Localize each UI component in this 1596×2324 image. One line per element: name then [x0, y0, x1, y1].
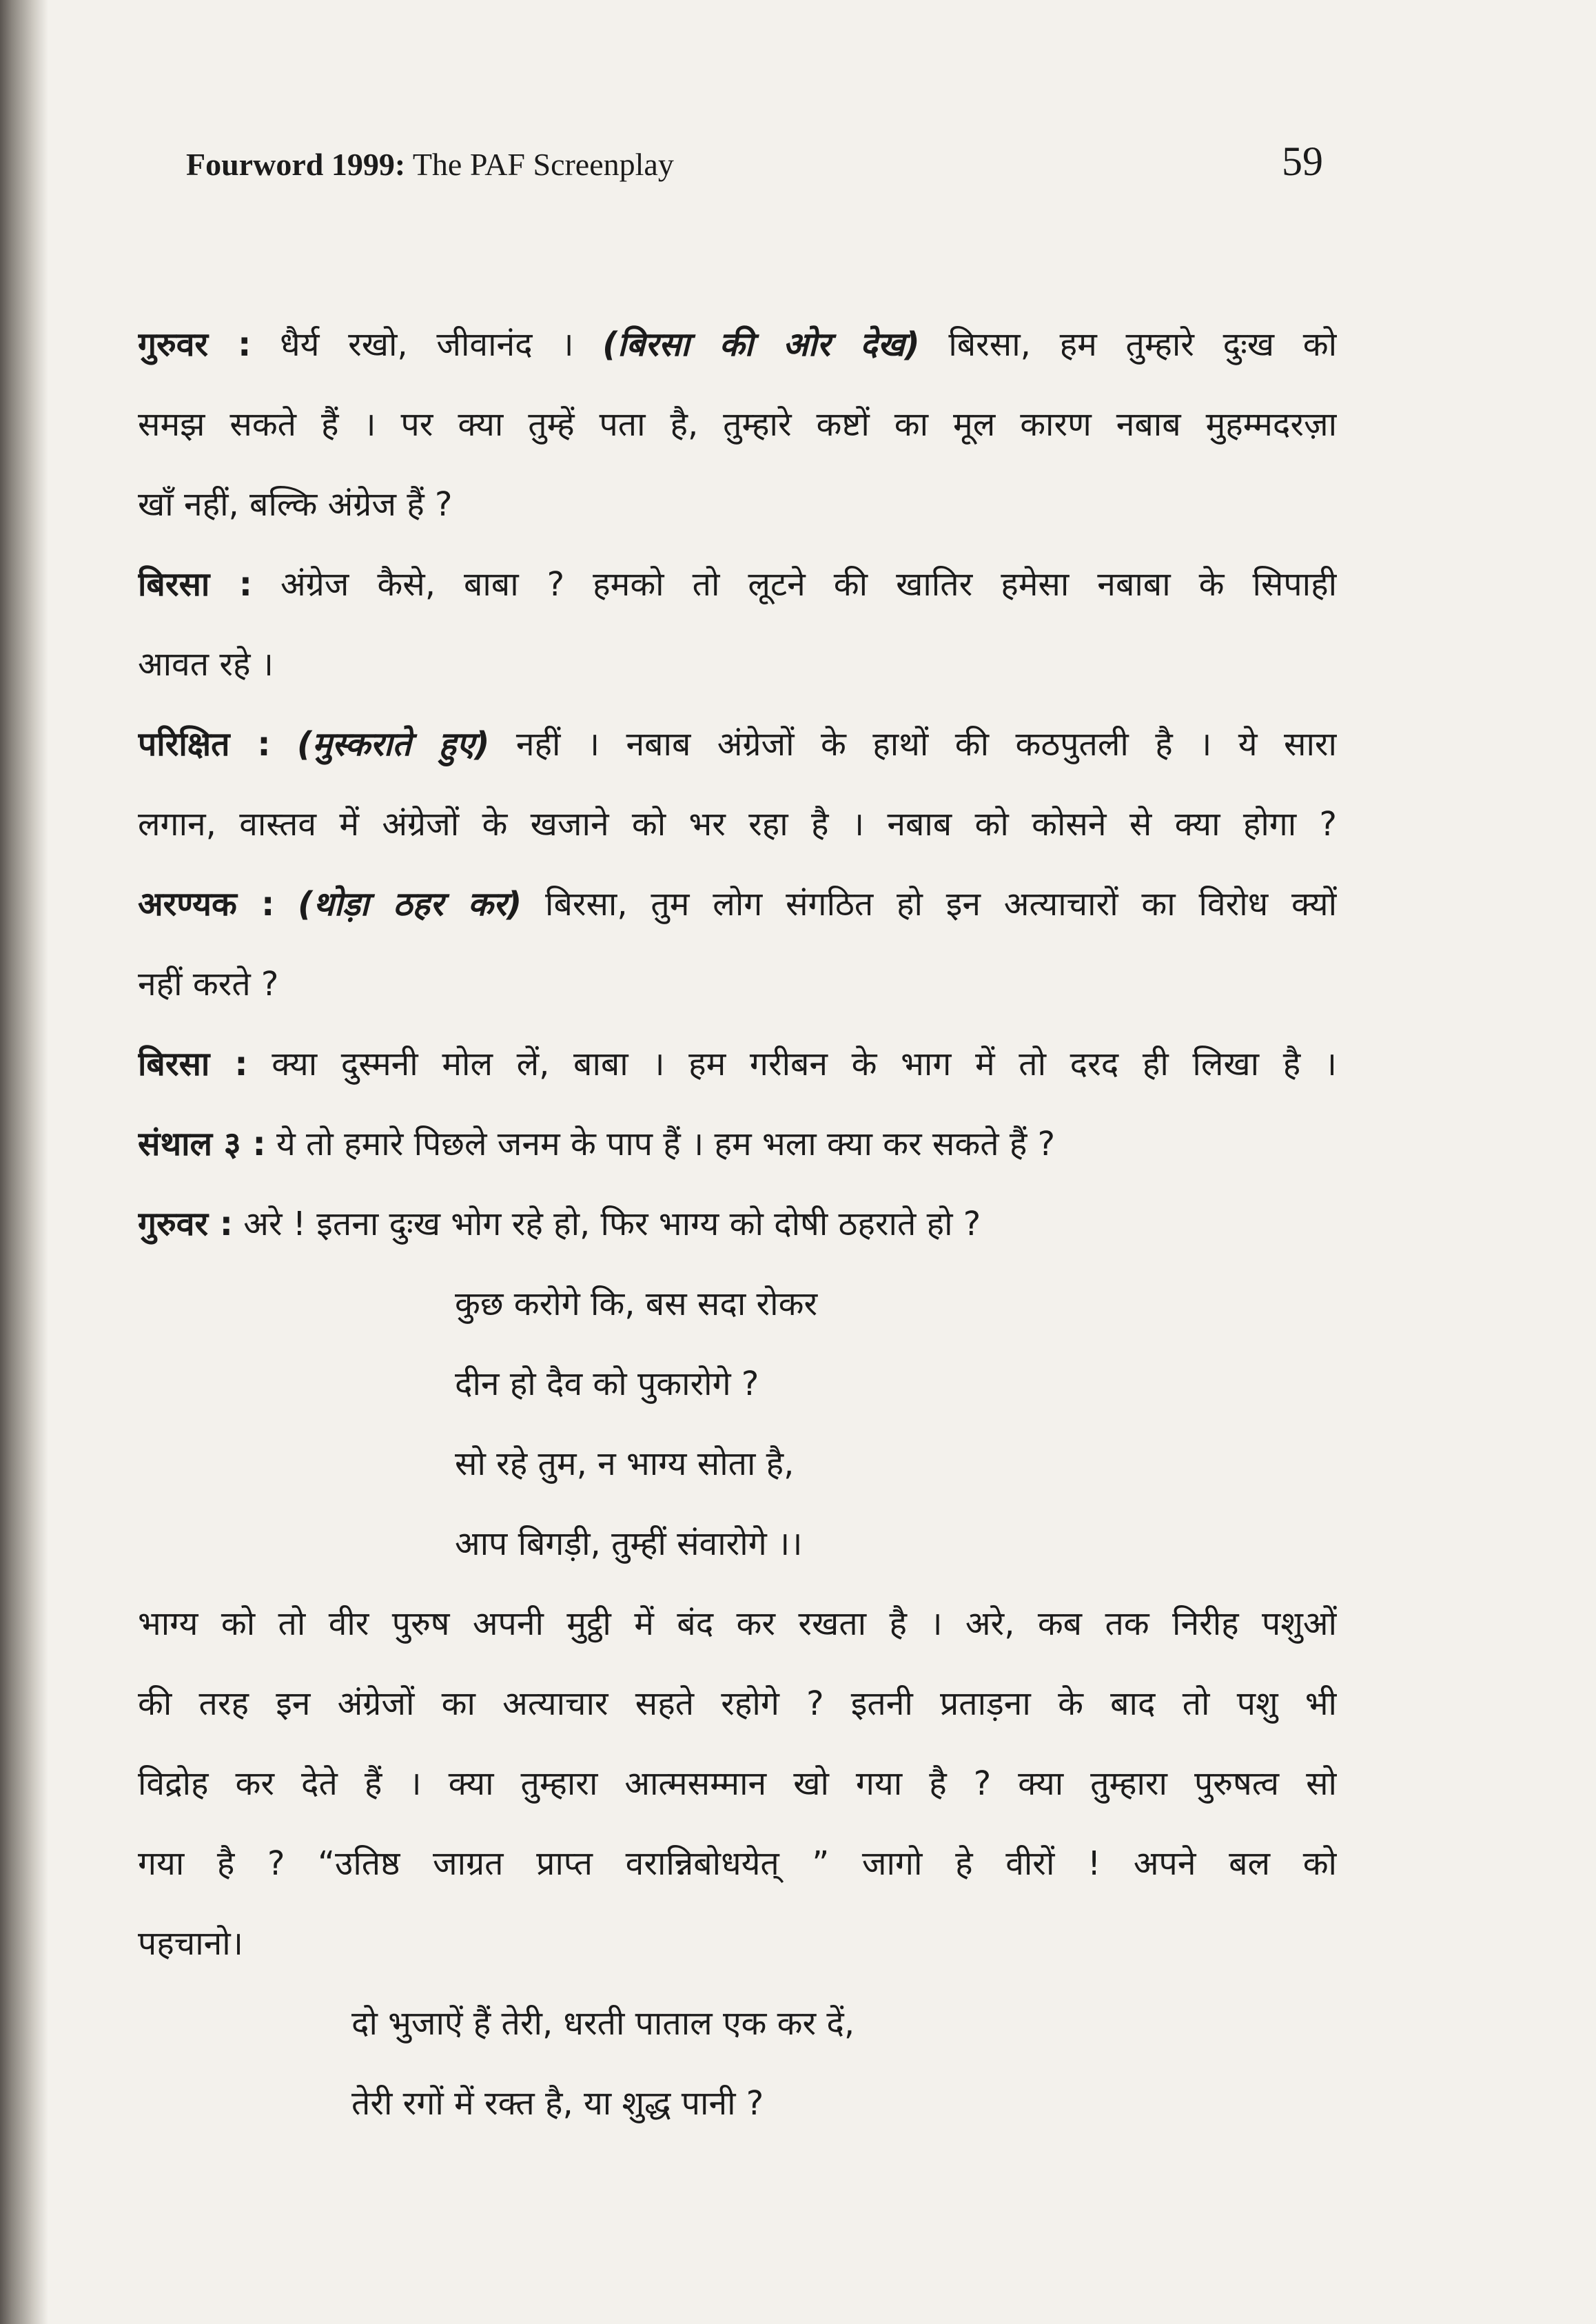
- dialogue-text: धैर्य रखो, जीवानंद ।: [251, 325, 574, 364]
- verse-line: सो रहे तुम, न भाग्य सोता है,: [455, 1445, 795, 1483]
- dialogue-text: अरे ! इतना दुःख भोग रहे हो, फिर भाग्य को दोषी ठहराते हो ?: [232, 1205, 981, 1243]
- paragraph-line: की तरह इन अंग्रेजों का अत्याचार सहते रहोगे ? इतनी प्रताड़ना के बाद तो पशु भी: [138, 1684, 1337, 1723]
- paragraph-line: गया है ? “उतिष्ठ जाग्रत प्राप्त वरान्निबोधयेत् ” जागो हे वीरों ! अपने बल को: [138, 1844, 1337, 1883]
- paragraph-line: पहचानो।: [138, 1924, 243, 1963]
- book-title: Fourword 1999:: [186, 147, 406, 182]
- dialogue-text: ये तो हमारे पिछले जनम के पाप हैं । हम भला क्या कर सकते हैं ?: [265, 1125, 1056, 1163]
- dialogue-line: [138, 1184, 1337, 1264]
- speaker-name: बिरसा :: [138, 1045, 248, 1083]
- book-page: [138, 124, 1337, 2261]
- dialogue-line: [138, 864, 1337, 944]
- speaker-name: बिरसा :: [138, 565, 253, 604]
- header-title: [186, 146, 674, 183]
- verse-line: कुछ करोगे कि, बस सदा रोकर: [455, 1285, 818, 1323]
- dialogue-line: [138, 1104, 1337, 1184]
- stage-direction: (मुस्कराते हुए): [297, 725, 490, 764]
- dialogue-text: नहीं । नबाब अंग्रेजों के हाथों की कठपुतली है । ये सारा: [489, 725, 1337, 764]
- speaker-name: गुरुवर :: [138, 1205, 233, 1243]
- dialogue-line: [138, 1024, 1337, 1104]
- stage-direction: (बिरसा की ओर देख): [602, 325, 920, 364]
- verse-line: आप बिगड़ी, तुम्हीं संवारोगे ।।: [455, 1525, 803, 1563]
- running-header: [186, 138, 1323, 193]
- book-subtitle: The PAF Screenplay: [412, 147, 674, 182]
- speaker-name: अरण्यक :: [138, 885, 275, 924]
- dialogue-line: [138, 544, 1337, 624]
- dialogue-line: समझ सकते हैं । पर क्या तुम्हें पता है, तुम्हारे कष्टों का मूल कारण नबाब मुहम्मदरज़ा: [138, 405, 1337, 444]
- dialogue-line: लगान, वास्तव में अंग्रेजों के खजाने को भर रहा है । नबाब को कोसने से क्या होगा ?: [138, 805, 1337, 844]
- book-spine-shadow: [0, 0, 48, 2324]
- dialogue-line: आवत रहे ।: [138, 645, 274, 684]
- dialogue-text: अंग्रेज कैसे, बाबा ? हमको तो लूटने की खातिर हमेसा नबाबा के सिपाही: [252, 565, 1337, 604]
- dialogue-line: खाँ नहीं, बल्कि अंग्रेज हैं ?: [138, 485, 453, 524]
- verse-line: दीन हो दैव को पुकारोगे ?: [455, 1365, 759, 1403]
- dialogue-line: [138, 704, 1337, 784]
- paragraph-line: विद्रोह कर देते हैं । क्या तुम्हारा आत्मसम्मान खो गया है ? क्या तुम्हारा पुरुषत्व सो: [138, 1764, 1337, 1803]
- page-number: 59: [1282, 139, 1323, 184]
- verse-line: दो भुजाऐं हैं तेरी, धरती पाताल एक कर दें,: [351, 2004, 855, 2043]
- paragraph-line: भाग्य को तो वीर पुरुष अपनी मुट्ठी में बंद कर रखता है । अरे, कब तक निरीह पशुओं: [138, 1604, 1337, 1643]
- verse-line: तेरी रगों में रक्त है, या शुद्ध पानी ?: [351, 2084, 764, 2123]
- speaker-name: परिक्षित :: [138, 725, 271, 764]
- dialogue-text: बिरसा, तुम लोग संगठित हो इन अत्याचारों का विरोध क्यों: [522, 885, 1337, 924]
- screenplay-text: [138, 305, 1337, 2143]
- dialogue-text: बिरसा, हम तुम्हारे दुःख को: [919, 325, 1337, 364]
- stage-direction: (थोड़ा ठहर कर): [298, 885, 522, 924]
- dialogue-text: क्या दुस्मनी मोल लें, बाबा । हम गरीबन के भाग में तो दरद ही लिखा है ।: [247, 1045, 1337, 1083]
- speaker-name: संथाल ३ :: [138, 1125, 266, 1163]
- dialogue-line: नहीं करते ?: [138, 965, 279, 1003]
- dialogue-line: [138, 305, 1337, 385]
- speaker-name: गुरुवर :: [138, 325, 252, 364]
